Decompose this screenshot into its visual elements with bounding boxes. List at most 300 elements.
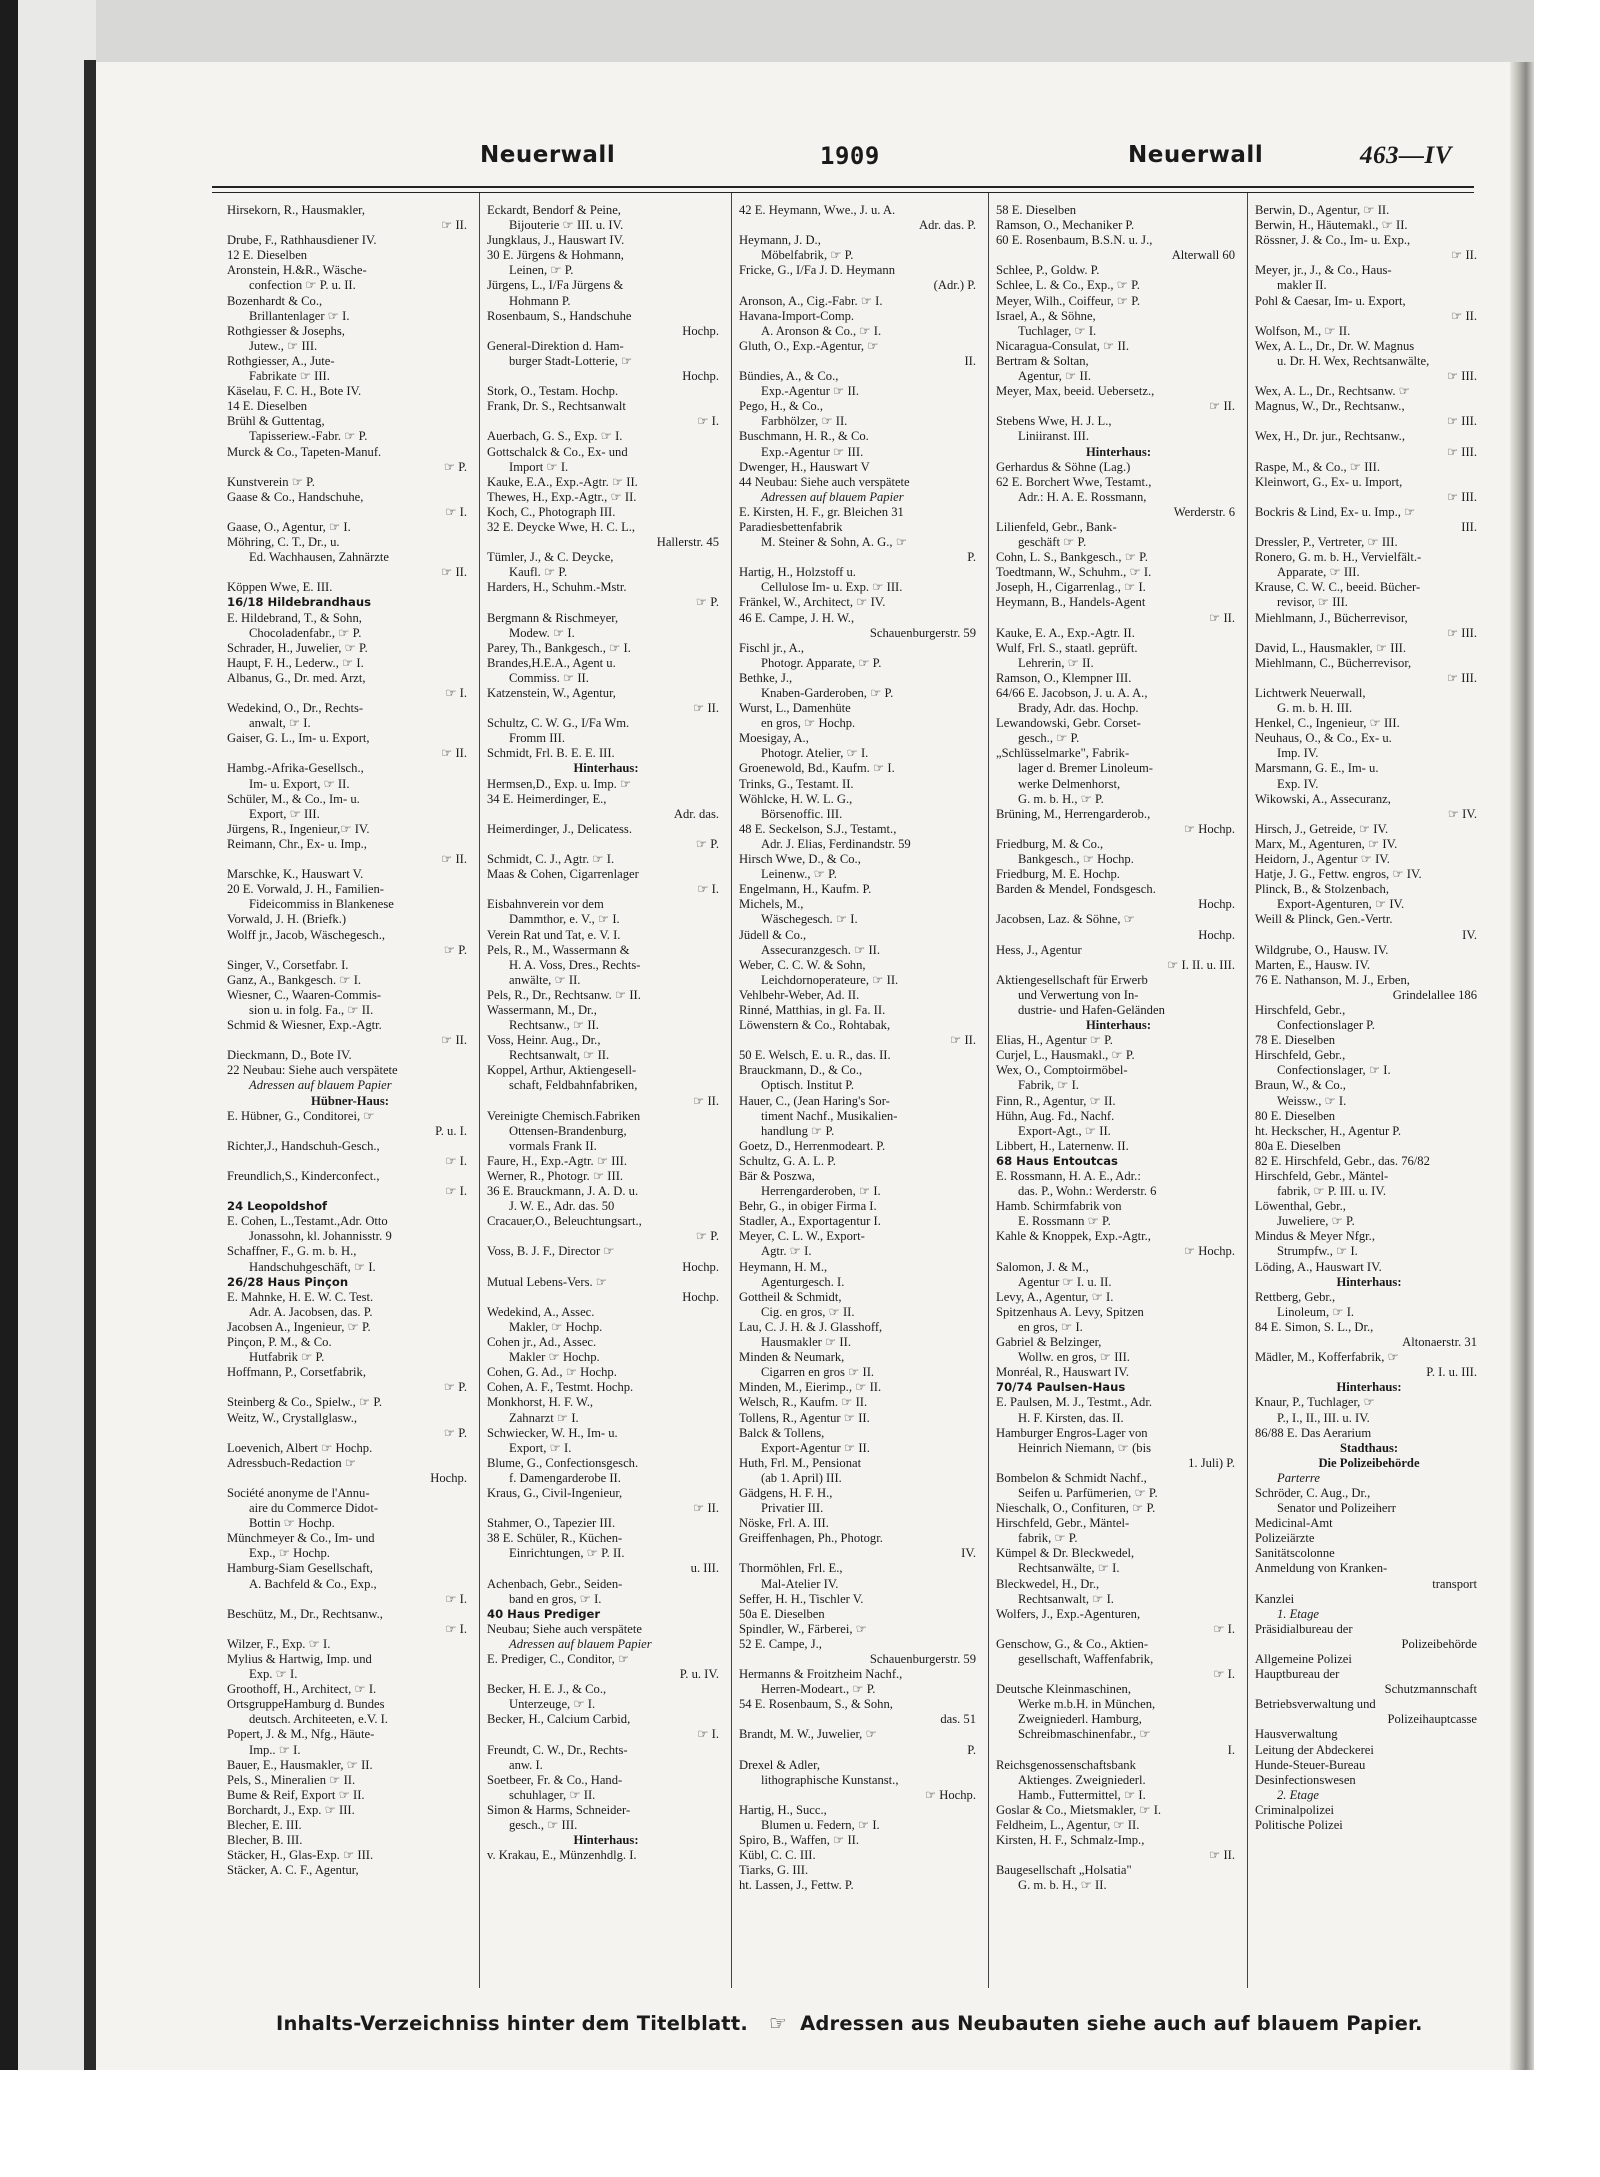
directory-entry: 36 E. Brauckmann, J. A. D. u. [487,1184,639,1199]
directory-entry: Import ☞ I. [509,459,569,474]
directory-entry: Braun, W., & Co., [1255,1078,1346,1093]
directory-entry: werke Delmenhorst, [1018,776,1121,791]
directory-entry: Hallerstr. 45 [656,535,719,550]
directory-entry: Steinberg & Co., Spielw., ☞ P. [227,1395,383,1410]
directory-entry: Rechtsanw., ☞ II. [509,1018,599,1033]
directory-entry: transport [1432,1576,1477,1591]
directory-entry: Rothgiesser & Josephs, [227,323,345,338]
directory-entry: und Verwertung von In- [1018,987,1139,1002]
directory-entry: Heymann, H. M., [739,1259,828,1274]
directory-entry: Export-Agt., ☞ II. [1018,1123,1111,1138]
directory-entry: Heymann, J. D., [739,233,821,248]
directory-entry: Hochp. [682,1259,719,1274]
directory-entry: Hirsch Wwe, D., & Co., [739,852,861,867]
directory-entry: Tümler, J., & C. Deycke, [487,550,614,565]
directory-entry: Freundlich,S., Kinderconfect., [227,1169,380,1183]
directory-entry: Hauptbureau der [1255,1667,1340,1682]
directory-entry: Wedekind, O., Dr., Rechts- [227,701,364,716]
directory-entry: Heimerdinger, J., Delicatess. [487,821,632,836]
directory-entry: Bume & Reif, Export ☞ II. [227,1787,365,1802]
directory-entry: Achenbach, Gebr., Seiden- [487,1576,623,1591]
directory-entry: Blecher, E. III. [227,1818,302,1833]
directory-entry: E. Prediger, C., Conditor, ☞ [487,1652,630,1666]
directory-entry: Koppel, Arthur, Aktiengesell- [487,1063,637,1078]
directory-entry: Strumpfw., ☞ I. [1277,1244,1358,1259]
directory-entry: Werner, R., Photogr. ☞ III. [487,1169,624,1183]
directory-entry: Wäschegesch. ☞ I. [761,912,858,927]
directory-entry: timent Nachf., Musikalien- [761,1108,898,1123]
directory-entry: Tollens, R., Agentur ☞ II. [739,1410,870,1425]
directory-entry: Rechtsanwalt, ☞ I. [1018,1591,1114,1606]
directory-entry: Popert, J. & M., Nfg., Häute- [227,1727,375,1742]
directory-entry: Bockris & Lind, Ex- u. Imp., ☞ [1255,504,1416,519]
directory-entry: Hochp. [682,1289,719,1304]
directory-entry: Hirsekorn, R., Hausmakler, [227,203,365,217]
directory-entry: ☞ I. [445,1184,467,1199]
directory-entry: Kanzlei [1255,1591,1295,1606]
directory-entry: Drube, F., Rathhausdiener IV. [227,233,377,248]
directory-entry: P. [967,1742,976,1757]
directory-entry: Simon & Harms, Schneider- [487,1802,631,1817]
directory-entry: Pego, H., & Co., [739,399,823,414]
directory-entry: Hochp. [682,323,719,338]
directory-entry: Rettberg, Gebr., [1255,1289,1336,1304]
directory-entry: Zweigniederl. Hamburg, [1018,1712,1142,1727]
directory-entry: Weill & Plinck, Gen.-Vertr. [1255,912,1393,927]
directory-entry: Modew. ☞ I. [509,625,575,640]
directory-entry: ☞ I. [445,1591,467,1606]
directory-entry: Hess, J., Agentur [996,942,1082,957]
directory-entry: vormals Frank II. [509,1138,597,1153]
directory-entry: Cohen jr., Ad., Assec. [487,1335,597,1350]
directory-entry: 76 E. Nathanson, M. J., Erben, [1255,972,1410,987]
directory-entry: ☞ I. II. u. III. [1167,957,1235,972]
directory-entry: 70/74 Paulsen-Haus [996,1380,1126,1395]
directory-entry: Knaur, P., Tuchlager, ☞ [1255,1395,1375,1410]
directory-entry: Aktienges. Zweigniederl. [1018,1772,1146,1787]
directory-entry: Jonassohn, kl. Johannisstr. 9 [249,1229,392,1244]
directory-entry: Makler ☞ Hochp. [509,1350,600,1365]
directory-entry: Meyer, C. L. W., Export- [739,1229,865,1244]
directory-entry: Blume, G., Confectionsgesch. [487,1455,639,1470]
directory-entry: Polizeihauptcasse [1387,1712,1477,1727]
directory-entry: Adressbuch-Redaction ☞ [227,1455,357,1470]
directory-entry: 80 E. Dieselben [1255,1108,1336,1123]
directory-entry: Bär & Poszwa, [739,1169,815,1183]
page-footer [276,2011,1466,2041]
directory-entry: 14 E. Dieselben [227,399,308,414]
directory-entry: 2. Etage [1277,1787,1319,1802]
directory-entry: 52 E. Campe, J., [739,1636,822,1651]
directory-entry: 50a E. Dieselben [739,1606,825,1621]
directory-entry: makler II. [1277,278,1327,293]
directory-entry: Stadthaus: [1339,1440,1399,1455]
directory-entry: Gabriel & Belzinger, [996,1335,1102,1350]
directory-entry: ☞ III. [1446,444,1477,459]
directory-entry: Hamb., Futtermittel, ☞ I. [1018,1787,1146,1802]
directory-entry: Mindus & Meyer Nfgr., [1255,1229,1375,1244]
directory-entry: Agenturgesch. I. [761,1274,845,1289]
directory-entry: Hamburger Engros-Lager von [996,1425,1148,1440]
directory-entry: Cohen, A. F., Testmt. Hochp. [487,1380,634,1395]
directory-column-1 [227,203,473,1983]
directory-entry: ☞ II. [441,565,467,580]
directory-entry: Kümpel & Dr. Bleckwedel, [996,1546,1135,1561]
directory-entry: Stadler, A., Exportagentur I. [739,1214,881,1229]
directory-entry: Politische Polizei [1255,1818,1343,1833]
book-gutter [84,60,96,2070]
directory-entry: Toedtmann, W., Schuhm., ☞ I. [996,565,1152,580]
directory-entry: Schrader, H., Juwelier, ☞ P. [227,640,368,655]
directory-entry: Agentur, ☞ II. [1018,369,1092,384]
footer-index-note: Inhalts-Verzeichniss hinter dem Titelblatt. [276,2012,748,2035]
directory-entry: Tuchlager, ☞ I. [1018,323,1097,338]
directory-entry: ☞ I. [697,1727,719,1742]
directory-entry: Meyer, Wilh., Coiffeur, ☞ P. [996,293,1140,308]
header-year: 1909 [820,142,880,170]
directory-entry: 20 E. Vorwald, J. H., Familien- [227,882,384,897]
directory-entry: Voss, Heinr. Aug., Dr., [487,1033,601,1048]
directory-entry: Werke m.b.H. in München, [1018,1697,1156,1712]
directory-entry: Vereinigte Chemisch.Fabriken [487,1108,641,1123]
directory-entry: Nieschalk, O., Confituren, ☞ P. [996,1501,1156,1516]
directory-entry: Bergmann & Rischmeyer, [487,610,619,625]
directory-entry: Ed. Wachhausen, Zahnärzte [249,550,390,565]
directory-entry: gesch., ☞ P. [1018,731,1080,746]
directory-entry: Werderstr. 6 [1173,504,1235,519]
directory-entry: ☞ I. [445,686,467,700]
directory-entry: u. III. [690,1561,719,1576]
directory-entry: P. u. I. [435,1123,467,1138]
directory-entry: sion u. in folg. Fa., ☞ II. [249,1002,374,1017]
directory-entry: Gaase & Co., Handschuhe, [227,489,364,504]
directory-entry: Agentur ☞ I. u. II. [1018,1274,1112,1289]
directory-entry: Maas & Cohen, Cigarrenlager [487,867,639,882]
directory-entry: Imp.. ☞ I. [249,1742,301,1757]
directory-entry: Schauenburgerstr. 59 [869,625,976,640]
directory-entry: Brühl & Guttentag, [227,414,325,429]
directory-entry: Gaase, O., Agentur, ☞ I. [227,519,351,534]
directory-entry: Hausverwaltung [1255,1727,1338,1742]
directory-entry: Stäcker, A. C. F., Agentur, [227,1863,359,1878]
directory-entry: Paradiesbettenfabrik [739,519,843,534]
directory-entry: Lilienfeld, Gebr., Bank- [996,519,1117,534]
directory-entry: Monkhorst, H. F. W., [487,1395,594,1410]
directory-entry: Eckardt, Bendorf & Peine, [487,203,621,217]
directory-entry: Schauenburgerstr. 59 [869,1652,976,1666]
directory-entry: anwalt, ☞ I. [249,716,311,731]
directory-entry: Fricke, G., I/Fa J. D. Heymann [739,263,895,278]
directory-entry: Gluth, O., Exp.-Agentur, ☞ [739,338,879,353]
directory-entry: Kaufl. ☞ P. [509,565,568,580]
directory-entry: 62 E. Borchert Wwe, Testamt., [996,474,1152,489]
directory-entry: Tiarks, G. III. [739,1863,809,1878]
directory-entry: Schlee, P., Goldw. P. [996,263,1100,278]
directory-entry: Hühn, Aug. Fd., Nachf. [996,1108,1115,1123]
directory-entry: Kleinwort, G., Ex- u. Import, [1255,474,1403,489]
directory-entry: I. [1227,1742,1235,1757]
directory-entry: Hausmakler ☞ II. [761,1335,851,1350]
directory-entry: Hambg.-Afrika-Gesellsch., [227,761,364,776]
directory-entry: Cellulose Im- u. Exp. ☞ III. [761,580,903,595]
directory-entry: Gerhardus & Söhne (Lag.) [996,459,1131,474]
directory-entry: Hermsen,D., Exp. u. Imp. ☞ [487,776,632,791]
directory-entry: Adr. das. P. [918,218,976,233]
directory-entry: Bethke, J., [739,670,793,685]
directory-entry: Miehlmann, J., Bücherrevisor, [1255,610,1408,625]
directory-entry: Frank, Dr. S., Rechtsanwalt [487,399,626,414]
directory-entry: Weissw., ☞ I. [1277,1093,1347,1108]
directory-entry: Anmeldung von Kranken- [1255,1561,1388,1576]
directory-entry: Heinrich Niemann, ☞ (bis [1018,1440,1151,1455]
directory-entry: burger Stadt-Lotterie, ☞ [509,353,633,368]
directory-entry: Rothgiesser, A., Jute- [227,353,335,368]
directory-entry: Lewandowski, Gebr. Corset- [996,716,1141,731]
directory-entry: 38 E. Schüler, R., Küchen- [487,1531,623,1546]
directory-entry: Juweliere, ☞ P. [1277,1214,1355,1229]
directory-entry: Rechtsanwälte, ☞ I. [1018,1561,1120,1576]
directory-entry: Stäcker, H., Glas-Exp. ☞ III. [227,1848,374,1863]
page-header [210,142,1470,178]
directory-entry: Meyer, jr., J., & Co., Haus- [1255,263,1392,278]
directory-entry: Moesigay, A., [739,731,809,746]
scan-border-left [0,0,18,2080]
directory-entry: Hunde-Steuer-Bureau [1255,1757,1366,1772]
directory-entry: Parterre [1277,1470,1320,1485]
directory-column-4 [996,203,1241,1983]
directory-entry: Hauer, C., (Jean Haring's Sor- [739,1093,890,1108]
directory-entry: ☞ III. [1446,369,1477,384]
directory-entry: Bankgesch., ☞ Hochp. [1018,852,1134,867]
directory-entry: Commiss. ☞ II. [509,670,589,685]
directory-entry: Beschütz, M., Dr., Rechtsanw., [227,1606,383,1621]
directory-entry: M. Steiner & Sohn, A. G., ☞ [761,535,907,550]
directory-entry: ☞ II. [1209,399,1235,414]
directory-entry: Vorwald, J. H. (Briefk.) [227,912,347,927]
directory-entry: Greiffenhagen, Ph., Photogr. [739,1531,883,1546]
directory-entry: 22 Neubau: Siehe auch verspätete [227,1063,398,1078]
directory-entry: Senator und Polizeiherr [1277,1501,1396,1516]
directory-entry: ☞ II. [441,1033,467,1048]
directory-entry: 58 E. Dieselben [996,203,1077,217]
directory-entry: 12 E. Dieselben [227,248,308,263]
directory-entry: Minden & Neumark, [739,1350,845,1365]
directory-entry: Aronstein, H.&R., Wäsche- [227,263,367,278]
directory-entry: Polizeiärzte [1255,1531,1315,1546]
directory-entry: ☞ P. [443,1380,467,1395]
directory-entry: Hamburg-Siam Gesellschaft, [227,1561,373,1576]
directory-entry: Schultz, G. A. L. P. [739,1153,836,1168]
directory-entry: Schmidt, C. J., Agtr. ☞ I. [487,852,615,867]
directory-entry: P. [967,550,976,565]
directory-entry: Balck & Tollens, [739,1425,825,1440]
directory-entry: Präsidialbureau der [1255,1621,1353,1636]
directory-entry: E. Hildebrand, T., & Sohn, [227,610,362,625]
directory-entry: Wildgrube, O., Hausw. IV. [1255,942,1389,957]
directory-entry: Pels, R., Dr., Rechtsanw. ☞ II. [487,987,641,1002]
directory-entry: Cigarren en gros ☞ II. [761,1365,875,1380]
directory-entry: 78 E. Dieselben [1255,1033,1336,1048]
directory-entry: Becker, H. E. J., & Co., [487,1682,607,1697]
directory-entry: gesellschaft, Waffenfabrik, [1018,1652,1154,1666]
directory-entry: P. u. IV. [679,1667,719,1682]
directory-entry: ☞ II. [1451,248,1477,263]
directory-entry: Hinterhaus: [1336,1274,1402,1289]
directory-entry: ☞ III. [1446,625,1477,640]
directory-entry: ☞ III. [1446,414,1477,429]
directory-entry: Köppen Wwe, E. III. [227,580,333,595]
directory-entry: Welsch, R., Kaufm. ☞ II. [739,1395,868,1410]
directory-entry: Auerbach, G. S., Exp. ☞ I. [487,429,623,444]
directory-entry: ☞ III. [1446,670,1477,685]
directory-entry: das. P., Wohn.: Werderstr. 6 [1018,1184,1157,1199]
directory-entry: Magnus, W., Dr., Rechtsanw., [1255,399,1405,414]
directory-entry: Lehrerin, ☞ II. [1018,655,1094,670]
directory-entry: E. Kirsten, H. F., gr. Bleichen 31 [739,504,904,519]
directory-entry: Wulf, Frl. S., staatl. geprüft. [996,640,1138,655]
directory-entry: Export-Agenturen, ☞ IV. [1277,897,1405,912]
directory-entry: Drexel & Adler, [739,1757,820,1772]
directory-entry: IV. [1462,927,1477,942]
directory-entry: G. m. b. H. III. [1277,701,1353,716]
directory-entry: Marx, M., Agenturen, ☞ IV. [1255,836,1398,851]
directory-entry: Reichsgenossenschaftsbank [996,1757,1136,1772]
directory-entry: Stebens Wwe, H. J. L., [996,414,1112,429]
directory-entry: Wikowski, A., Assecuranz, [1255,791,1391,806]
directory-entry: Hartig, H., Holzstoff u. [739,565,856,580]
directory-entry: ☞ II. [1209,610,1235,625]
directory-entry: ☞ I. [445,1621,467,1636]
directory-entry: Exp.-Agentur ☞ III. [761,444,864,459]
directory-entry: Export, ☞ III. [249,806,320,821]
header-page-number: 463—IV [1360,142,1452,169]
directory-entry: Lichtwerk Neuerwall, [1255,686,1366,700]
directory-entry: Berwin, D., Agentur, ☞ II. [1255,203,1390,217]
directory-entry: General-Direktion d. Ham- [487,338,624,353]
directory-entry: Goslar & Co., Mietsmakler, ☞ I. [996,1802,1162,1817]
directory-entry: 40 Haus Prediger [487,1606,601,1621]
directory-entry: Im- u. Export, ☞ II. [249,776,350,791]
directory-column-5 [1255,203,1483,1983]
directory-entry: Salomon, J. & M., [996,1259,1089,1274]
directory-entry: Baugesellschaft „Holsatia" [996,1863,1132,1878]
directory-entry: ☞ Hochp. [1183,1244,1235,1259]
directory-entry: Wex, A. L., Dr., Dr. W. Magnus [1255,338,1415,353]
directory-entry: Hübner-Haus: [311,1093,389,1108]
directory-entry: Leitung der Abdeckerei [1255,1742,1374,1757]
directory-entry: Wex, A. L., Dr., Rechtsanw. ☞ [1255,384,1410,399]
directory-entry: Friedburg, M. E. Hochp. [996,867,1120,882]
directory-entry: Heidorn, J., Agentur ☞ IV. [1255,852,1390,867]
directory-entry: Sanitätscolonne [1255,1546,1335,1561]
directory-entry: Thewes, H., Exp.-Agtr., ☞ II. [487,489,637,504]
directory-entry: Knaben-Garderoben, ☞ P. [761,686,894,700]
directory-entry: Mädler, M., Kofferfabrik, ☞ [1255,1350,1399,1365]
directory-entry: Hochp. [430,1470,467,1485]
directory-entry: Schwiecker, W. H., Im- u. [487,1425,618,1440]
directory-entry: Israel, A., & Söhne, [996,308,1096,323]
directory-entry: Spitzenhaus A. Levy, Spitzen [996,1304,1144,1319]
directory-entry: Bleckwedel, H., Dr., [996,1576,1100,1591]
directory-entry: Löding, A., Hauswart IV. [1255,1259,1382,1274]
directory-entry: ☞ P. [695,1229,719,1244]
directory-entry: Desinfectionswesen [1255,1772,1356,1787]
directory-entry: Meyer, Max, beeid. Uebersetz., [996,384,1155,399]
directory-entry: gesch., ☞ III. [509,1818,578,1833]
directory-entry: Bombelon & Schmidt Nachf., [996,1470,1147,1485]
directory-entry: Makler, ☞ Hochp. [509,1319,603,1334]
directory-entry: 64/66 E. Jacobson, J. u. A. A., [996,686,1148,700]
directory-entry: Wedekind, A., Assec. [487,1304,595,1319]
directory-entry: Vehlbehr-Weber, Ad. II. [739,987,860,1002]
directory-entry: Albanus, G., Dr. med. Arzt, [227,670,366,685]
directory-entry: Fränkel, W., Architect, ☞ IV. [739,595,886,610]
directory-entry: Schmid & Wiesner, Exp.-Agtr. [227,1018,382,1033]
directory-entry: Polizeibehörde [1401,1636,1477,1651]
directory-entry: ☞ I. [445,1153,467,1168]
directory-entry: Verein Rat und Tat, e. V. I. [487,927,621,942]
directory-entry: Linoleum, ☞ I. [1277,1304,1355,1319]
directory-entry: Schaffner, F., G. m. b. H., [227,1244,357,1259]
directory-entry: confection ☞ P. u. II. [249,278,356,293]
directory-entry: Jürgens, R., Ingenieur,☞ IV. [227,821,370,836]
directory-entry: H. F. Kirsten, das. II. [1018,1410,1124,1425]
directory-entry: Weitz, W., Crystallglasw., [227,1410,358,1425]
directory-entry: Privatier III. [761,1501,824,1516]
directory-entry: ☞ P. [695,836,719,851]
directory-entry: Jacobsen, Laz. & Söhne, ☞ [996,912,1135,927]
directory-entry: Blecher, B. III. [227,1833,303,1848]
directory-entry: Pohl & Caesar, Im- u. Export, [1255,293,1406,308]
directory-entry: Löwenstern & Co., Rohtabak, [739,1018,891,1033]
directory-entry: Kirsten, H. F., Schmalz-Imp., [996,1833,1145,1848]
directory-entry: Levy, A., Agentur, ☞ I. [996,1289,1114,1304]
directory-entry: Henkel, C., Ingenieur, ☞ III. [1255,716,1400,731]
directory-entry: David, L., Hausmakler, ☞ III. [1255,640,1407,655]
directory-entry: Goetz, D., Herrenmodeart. P. [739,1138,886,1153]
directory-entry: ☞ II. [1209,1848,1235,1863]
directory-entry: Mylius & Hartwig, Imp. und [227,1652,372,1666]
directory-entry: 34 E. Heimerdinger, E., [487,791,607,806]
directory-entry: ☞ II. [950,1033,976,1048]
directory-entry: Ramson, O., Klempner III. [996,670,1132,685]
directory-entry: Finn, R., Agentur, ☞ II. [996,1093,1116,1108]
directory-entry: Imp. IV. [1277,746,1319,761]
directory-entry: Adr. das. [673,806,719,821]
directory-entry: Joseph, H., Cigarrenlag., ☞ I. [996,580,1146,595]
directory-entry: Jürgens, L., I/Fa Jürgens & [487,278,624,293]
directory-entry: Brüning, M., Herrengarderob., [996,806,1151,821]
directory-entry: Curjel, L., Hausmakl., ☞ P. [996,1048,1135,1063]
directory-entry: Minden, M., Eierimp., ☞ II. [739,1380,882,1395]
directory-entry: Schreibmaschinenfabr., ☞ [1018,1727,1151,1742]
directory-entry: en gros, ☞ I. [1018,1319,1083,1334]
directory-entry: Jacobsen A., Ingenieur, ☞ P. [227,1319,371,1334]
directory-entry: P. I. u. III. [1426,1365,1477,1380]
directory-entry: Koch, C., Photograph III. [487,504,616,519]
directory-entry: en gros, ☞ Hochp. [761,716,856,731]
directory-entry: ☞ P. [443,1425,467,1440]
directory-entry: Assecuranzgesch. ☞ II. [761,942,880,957]
directory-entry: Société anonyme de l'Annu- [227,1485,370,1500]
directory-entry: Dwenger, H., Hauswart V [739,459,870,474]
directory-entry: Adressen auf blauem Papier [249,1078,392,1093]
directory-entry: Marten, E., Hausw. IV. [1255,957,1371,972]
directory-entry: 1. Juli) P. [1188,1455,1235,1470]
directory-entry: Adr.: H. A. E. Rossmann, [1018,489,1147,504]
directory-entry: G. m. b. H., ☞ II. [1018,1878,1107,1893]
directory-entry: Export, ☞ I. [509,1440,572,1455]
